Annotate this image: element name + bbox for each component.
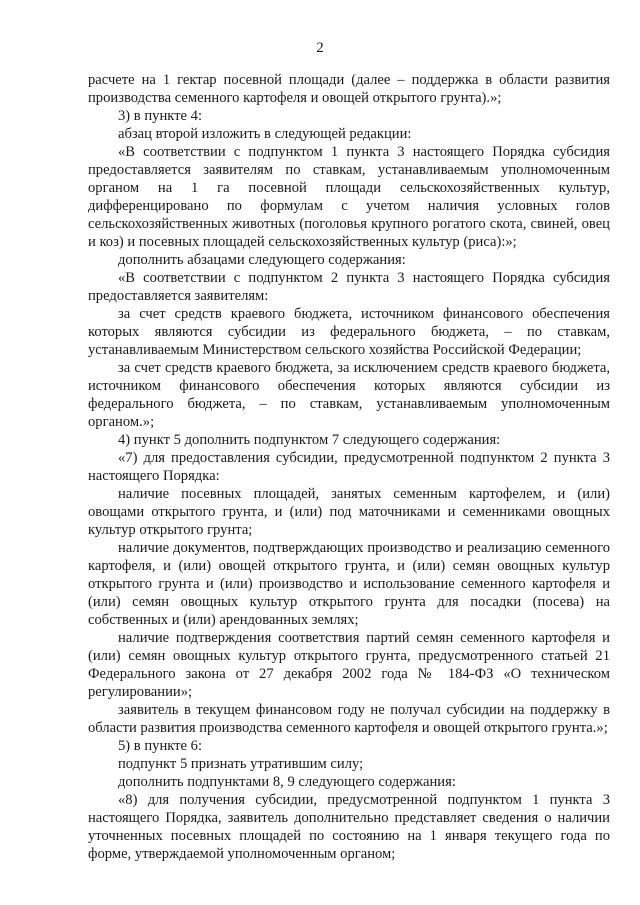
paragraph: «8) для получения субсидии, предусмотренной подпунктом 1 пункта 3 настоящего Порядка, заявитель дополнительно представляет сведения о наличии уточненных посевных площадей по состоянию на 1 января текущего года по форме, утверждаемой уполномоченным органом; [88,792,610,862]
paragraph: «В соответствии с подпунктом 1 пункта 3 настоящего Порядка субсидия предоставляется заявителям по ставкам, устанавливаемым уполномоченным органом на 1 га посевной площади сельскохозяйственных культур, дифференцировано по формулам с учетом наличия условных голов сельскохозяйственных животных (поголовья крупного рогатого скота, свиней, овец и коз) и посевных площадей сельскохозяйственных культур (риса):»; [88,144,610,250]
document-body [88,71,610,863]
paragraph: дополнить абзацами следующего содержания: [118,252,406,268]
page-number: 2 [316,40,324,56]
paragraph: подпункт 5 признать утратившим силу; [118,756,364,772]
paragraph: заявитель в текущем финансовом году не получал субсидии на поддержку в области развития производства семенного картофеля и овощей открытого грунта.»; [88,702,610,736]
paragraph: за счет средств краевого бюджета, за исключением средств краевого бюджета, источником финансового обеспечения которых являются субсидии из федерального бюджета, – по ставкам, устанавливаемым уполномоченным органом.»; [88,360,610,430]
paragraph: «В соответствии с подпунктом 2 пункта 3 настоящего Порядка субсидия предоставляется заявителям: [88,270,610,304]
paragraph: 5) в пункте 6: [118,738,203,754]
paragraph: наличие документов, подтверждающих производство и реализацию семенного картофеля, и (или) овощей открытого грунта, и (или) семян овощных культур открытого грунта и (или) производство и использование семенного картофеля и (или) семян овощных культур открытого грунта для посадки (посева) на собственных и (или) арендованных землях; [88,540,610,628]
paragraph: за счет средств краевого бюджета, источником финансового обеспечения которых являются субсидии из федерального бюджета, – по ставкам, устанавливаемым Министерством сельского хозяйства Российской Федерации; [88,306,610,358]
paragraph: наличие подтверждения соответствия партий семян семенного картофеля и (или) семян овощных культур открытого грунта, предусмотренного статьей 21 Федерального закона от 27 декабря 2002 года № 184-ФЗ «О техническом регулировании»; [88,630,610,700]
paragraph: «7) для предоставления субсидии, предусмотренной подпунктом 2 пункта 3 настоящего Порядка: [88,450,610,484]
paragraph: абзац второй изложить в следующей редакции: [118,126,412,142]
paragraph: 4) пункт 5 дополнить подпунктом 7 следующего содержания: [118,432,501,448]
paragraph: 3) в пункте 4: [118,108,203,124]
paragraph: дополнить подпунктами 8, 9 следующего содержания: [118,774,456,790]
paragraph: наличие посевных площадей, занятых семенным картофелем, и (или) овощами открытого грунта, и (или) под маточниками и семенниками овощных культур открытого грунта; [88,486,610,538]
paragraph: расчете на 1 гектар посевной площади (далее – поддержка в области развития производства семенного картофеля и овощей открытого грунта).»; [88,72,610,106]
